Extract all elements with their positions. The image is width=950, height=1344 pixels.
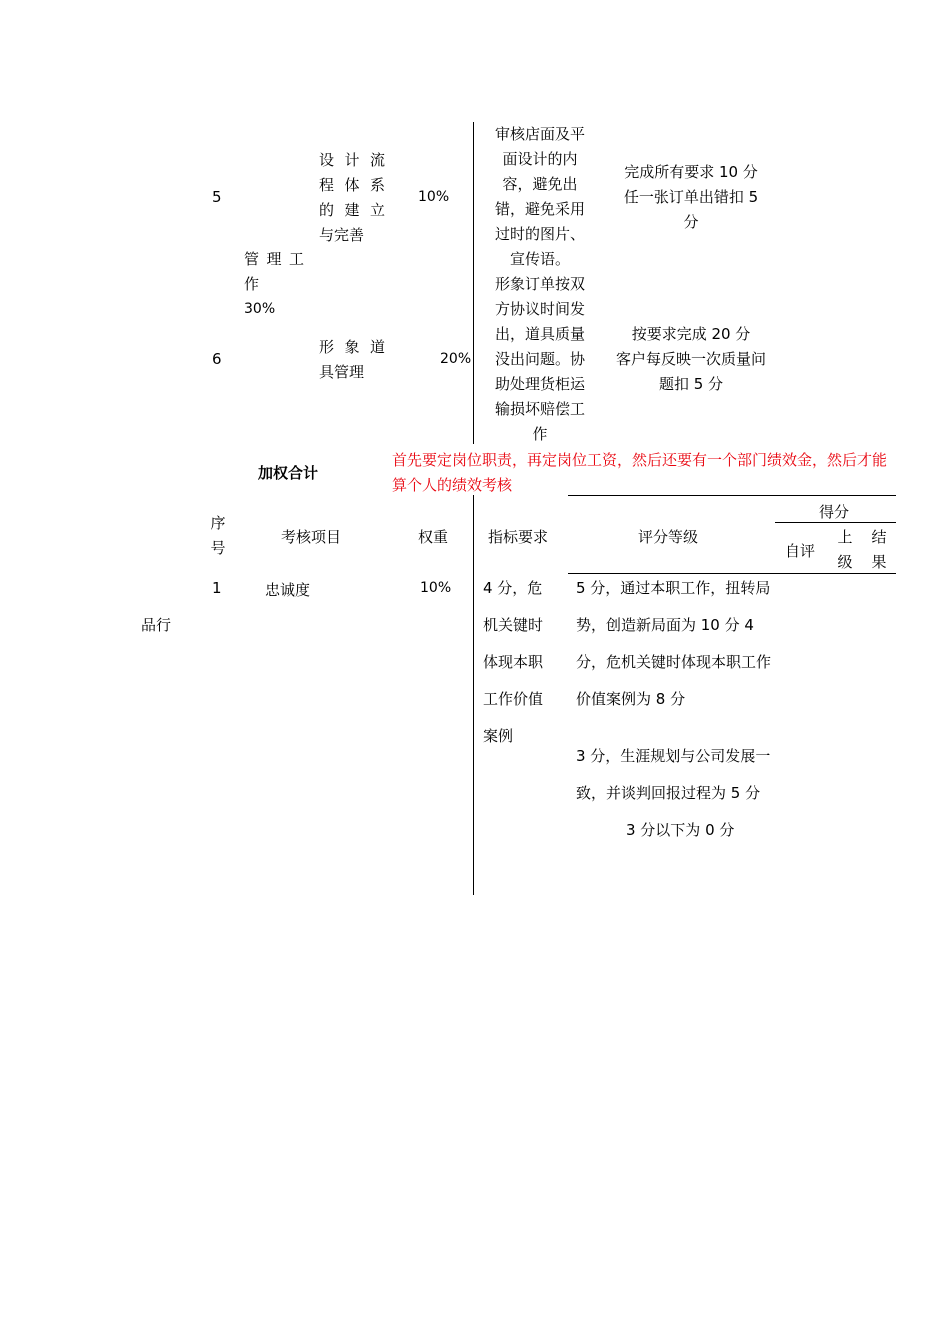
row-5-item-line: 设计流 [319,151,385,169]
row-6-item [319,335,385,385]
row-5-number: 5 [212,188,222,206]
header-result: 结果 [871,528,887,571]
row-6-weight: 20% [440,351,472,367]
row-6-number: 6 [212,350,222,368]
row-5-item [319,148,385,248]
row-5-scoring-line: 任一张订单出错扣 5 分 [623,188,759,231]
row-6-scoring-line: 按要求完成 20 分 [631,325,751,343]
score-subheader-rule [775,522,896,523]
row-5-weight: 10% [418,189,450,205]
row-6-scoring-line: 客户每反映一次质量问题扣 5 分 [615,350,766,393]
row-5-scoring [606,160,776,235]
row-1-number: 1 [212,579,222,597]
row-5-item-line: 与完善 [319,226,365,244]
weighted-total-label: 加权合计 [258,464,319,482]
row-6-item-line: 具管理 [319,363,365,381]
header-superior: 上级 [837,528,853,571]
row-5-scoring-line: 完成所有要求 10 分 [624,163,758,181]
row-1-grading-part2 [576,738,771,849]
row-5-requirement: 审核店面及平面设计的内容，避免出错，避免采用过时的图片、宣传语。 [494,125,585,268]
row-6-item-line: 形象道 [319,338,385,356]
header-no: 序号 [210,514,226,557]
row-1-grading-part2b: 3 分以下为 0 分 [626,821,735,839]
header-grading: 评分等级 [638,528,699,546]
header-self: 自评 [785,542,816,560]
header-requirement: 指标要求 [488,528,549,546]
group-weight: 30% [244,301,276,317]
row-1-item: 忠诚度 [265,581,311,599]
group-label [244,247,304,322]
row-1-requirement: 4 分，危机关键时体现本职工作价值案例 [483,579,544,745]
header-weight: 权重 [418,528,449,546]
row-1-weight: 10% [420,580,452,596]
row-1-grading-part1: 5 分，通过本职工作，扭转局势，创造新局面为 10 分 4 分，危机关键时体现本职工作价值案例为 8 分 [576,579,772,708]
group-label-line: 管理工 [244,250,304,268]
note-text: 首先要定岗位职责，再定岗位工资，然后还要有一个部门绩效金，然后才能算个人的绩效考核 [392,451,888,494]
upper-column-divider [473,122,474,444]
row-1-grading-part2a: 3 分，生涯规划与公司发展一致，并谈判回报过程为 5 分 [576,747,771,802]
group-label-line: 作 [244,275,260,293]
header-item: 考核项目 [281,528,342,546]
lower-column-divider [473,495,474,895]
row-6-requirement: 形象订单按双方协议时间发出，道具质量没出问题。协助处理货柜运输损坏赔偿工作 [494,275,585,443]
row-6-scoring [606,322,776,397]
category-label: 品行 [141,616,172,634]
header-score: 得分 [819,503,850,521]
row-5-item-line: 程体系 [319,176,385,194]
row-5-item-line: 的建立 [319,201,385,219]
header-top-rule [568,495,896,496]
